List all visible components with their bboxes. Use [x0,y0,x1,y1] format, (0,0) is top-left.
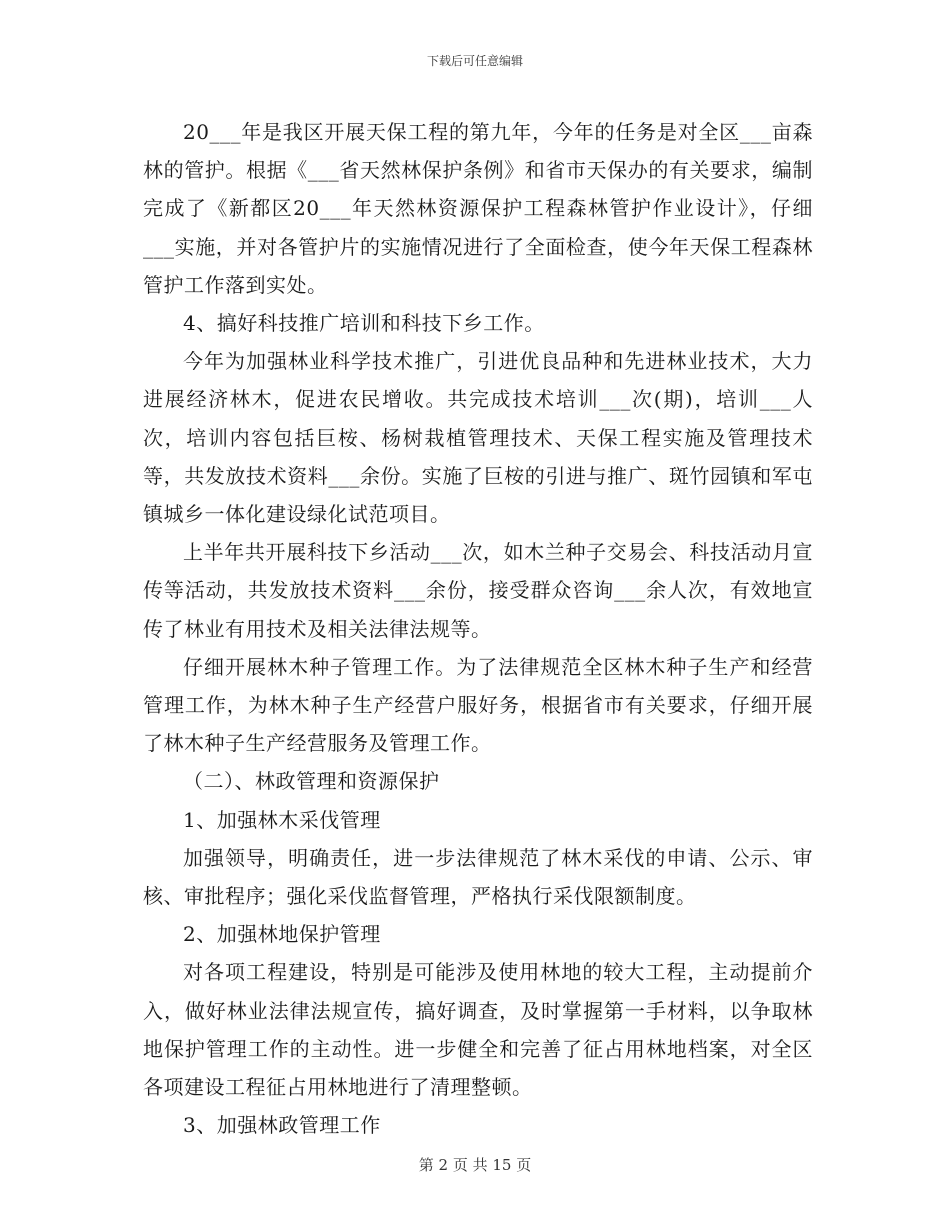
heading-forestry-admin-work: 3、加强林政管理工作 [183,1113,381,1138]
paragraph-tianbao-project: 20___年是我区开展天保工程的第九年，今年的任务是对全区___亩森林的管护。根据《___省天然林保护条例》和省市天保办的有关要求，编制完成了《新都区20___年天然林资源保护工程森林管护作业设计》，仔细___实施，并对各管护片的实施情况进行了全面检查，使今年天保工程森林管护工作落到实处。 [143,120,813,297]
page-header: 下载后可任意编辑 [426,54,523,68]
paragraph-forestland-protection: 对各项工程建设，特别是可能涉及使用林地的较大工程，主动提前介入，做好林业法律法规宣传，搞好调查，及时掌握第一手材料，以争取林地保护管理工作的主动性。进一步健全和完善了征占用林地档案，对全区各项建设工程征占用林地进行了清理整顿。 [143,960,813,1100]
heading-logging-management: 1、加强林木采伐管理 [183,807,381,832]
document-body [143,113,813,1144]
heading-forestland-protection: 2、加强林地保护管理 [183,922,381,947]
paragraph-logging-management: 加强领导，明确责任，进一步法律规范了林木采伐的申请、公示、审核、审批程序；强化采伐监督管理，严格执行采伐限额制度。 [143,845,813,909]
page-footer: 第 2 页 共 15 页 [418,1156,532,1174]
heading-tech-promotion: 4、搞好科技推广培训和科技下乡工作。 [183,311,545,336]
paragraph-tech-training: 今年为加强林业科学技术推广，引进优良品种和先进林业技术，大力进展经济林木，促进农民增收。共完成技术培训___次(期)，培训___人次，培训内容包括巨桉、杨树栽植管理技术、天保工程实施及管理技术等，共发放技术资料___余份。实施了巨桉的引进与推广、斑竹园镇和军屯镇城乡一体化建设绿化试范项目。 [143,349,813,527]
paragraph-seed-management: 仔细开展林木种子管理工作。为了法律规范全区林木种子生产和经营管理工作，为林木种子生产经营户服好务，根据省市有关要求，仔细开展了林木种子生产经营服务及管理工作。 [143,654,813,756]
paragraph-tech-rural-activities: 上半年共开展科技下乡活动___次，如木兰种子交易会、科技活动月宣传等活动，共发放技术资料___余份，接受群众咨询___余人次，有效地宣传了林业有用技术及相关法律法规等。 [143,540,813,641]
heading-forestry-administration: （二）、林政管理和资源保护 [183,769,440,794]
